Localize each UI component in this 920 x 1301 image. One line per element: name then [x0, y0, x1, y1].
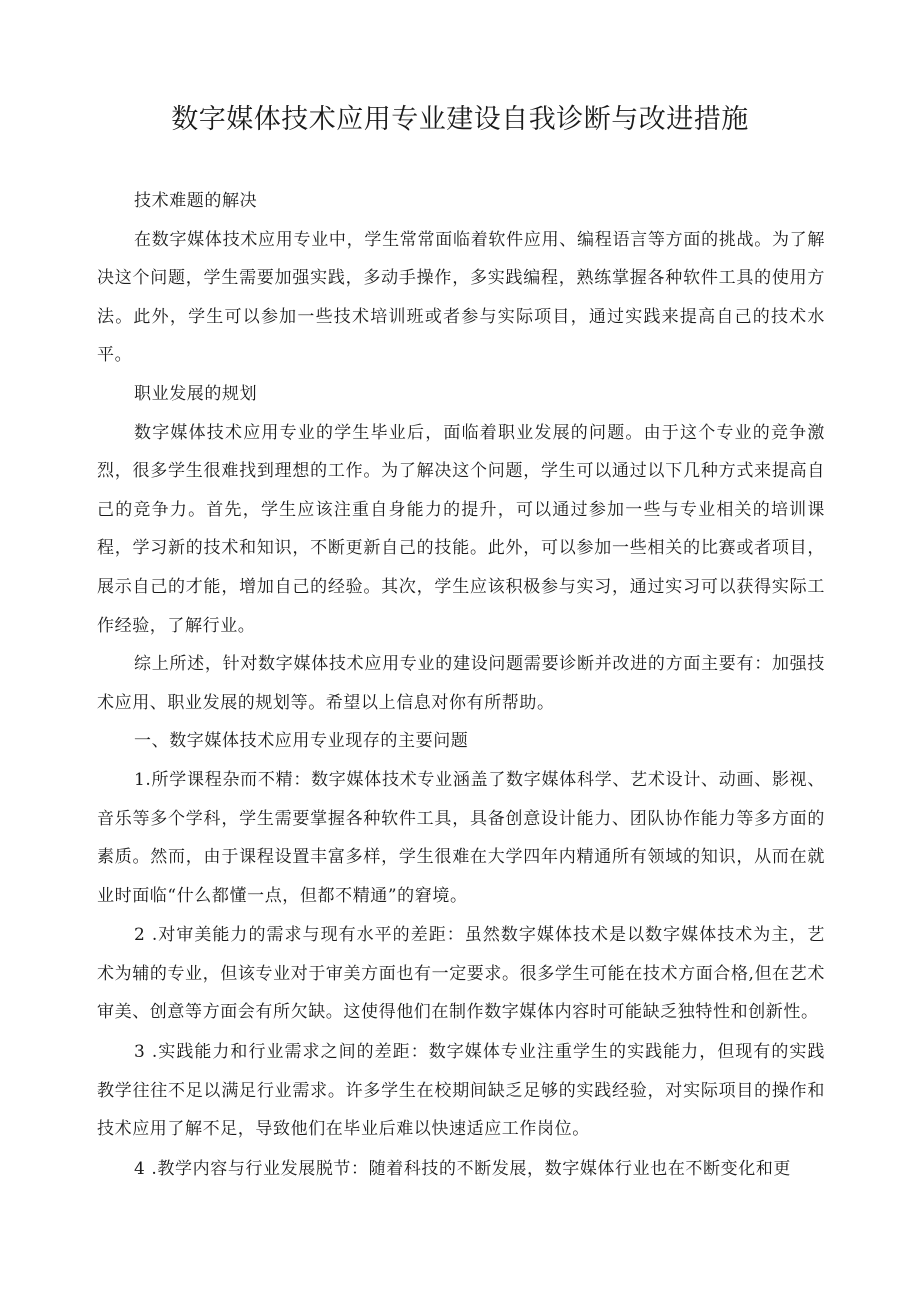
document-body: [97, 182, 825, 1188]
list-item-3: 3 .实践能力和行业需求之间的差距：数字媒体专业注重学生的实践能力，但现有的实践教学往往不足以满足行业需求。许多学生在校期间缺乏足够的实践经验，对实际项目的操作和技术应用了解不足，导致他们在毕业后难以快速适应工作岗位。: [97, 1042, 825, 1140]
paragraph-career-planning: 数字媒体技术应用专业的学生毕业后，面临着职业发展的问题。由于这个专业的竞争激烈，很多学生很难找到理想的工作。为了解决这个问题，学生可以通过以下几种方式来提高自己的竞争力。首先，学生应该注重自身能力的提升，可以通过参加一些与专业相关的培训课程，学习新的技术和知识，不断更新自己的技能。此外，可以参加一些相关的比赛或者项目，展示自己的才能，增加自己的经验。其次，学生应该积极参与实习，通过实习可以获得实际工作经验，了解行业。: [97, 422, 825, 636]
paragraph-summary: 综上所述，针对数字媒体技术应用专业的建设问题需要诊断并改进的方面主要有：加强技术应用、职业发展的规划等。希望以上信息对你有所帮助。: [97, 654, 825, 713]
section-heading-main-problems: 一、数字媒体技术应用专业现存的主要问题: [134, 731, 469, 752]
list-item-4: 4 .教学内容与行业发展脱节：随着科技的不断发展，数字媒体行业也在不断变化和更: [134, 1158, 792, 1179]
heading-career-planning: 职业发展的规划: [134, 383, 258, 404]
list-item-2: 2 .对审美能力的需求与现有水平的差距：虽然数字媒体技术是以数字媒体技术为主，艺术为辅的专业，但该专业对于审美方面也有一定要求。很多学生可能在技术方面合格,但在艺术审美、创意等方面会有所欠缺。这使得他们在制作数字媒体内容时可能缺乏独特性和创新性。: [97, 925, 825, 1023]
paragraph-technical-problems: 在数字媒体技术应用专业中，学生常常面临着软件应用、编程语言等方面的挑战。为了解决这个问题，学生需要加强实践，多动手操作，多实践编程，熟练掌握各种软件工具的使用方法。此外，学生可以参加一些技术培训班或者参与实际项目，通过实践来提高自己的技术水平。: [97, 229, 825, 366]
list-item-1: 1.所学课程杂而不精：数字媒体技术专业涵盖了数字媒体科学、艺术设计、动画、影视、音乐等多个学科，学生需要掌握各种软件工具，具备创意设计能力、团队协作能力等多方面的素质。然而，由于课程设置丰富多样，学生很难在大学四年内精通所有领域的知识，从而在就业时面临“什么都懂一点，但都不精通”的窘境。: [97, 769, 825, 906]
document-title: 数字媒体技术应用专业建设自我诊断与改进措施: [171, 104, 749, 135]
heading-technical-problems: 技术难题的解决: [134, 191, 258, 211]
